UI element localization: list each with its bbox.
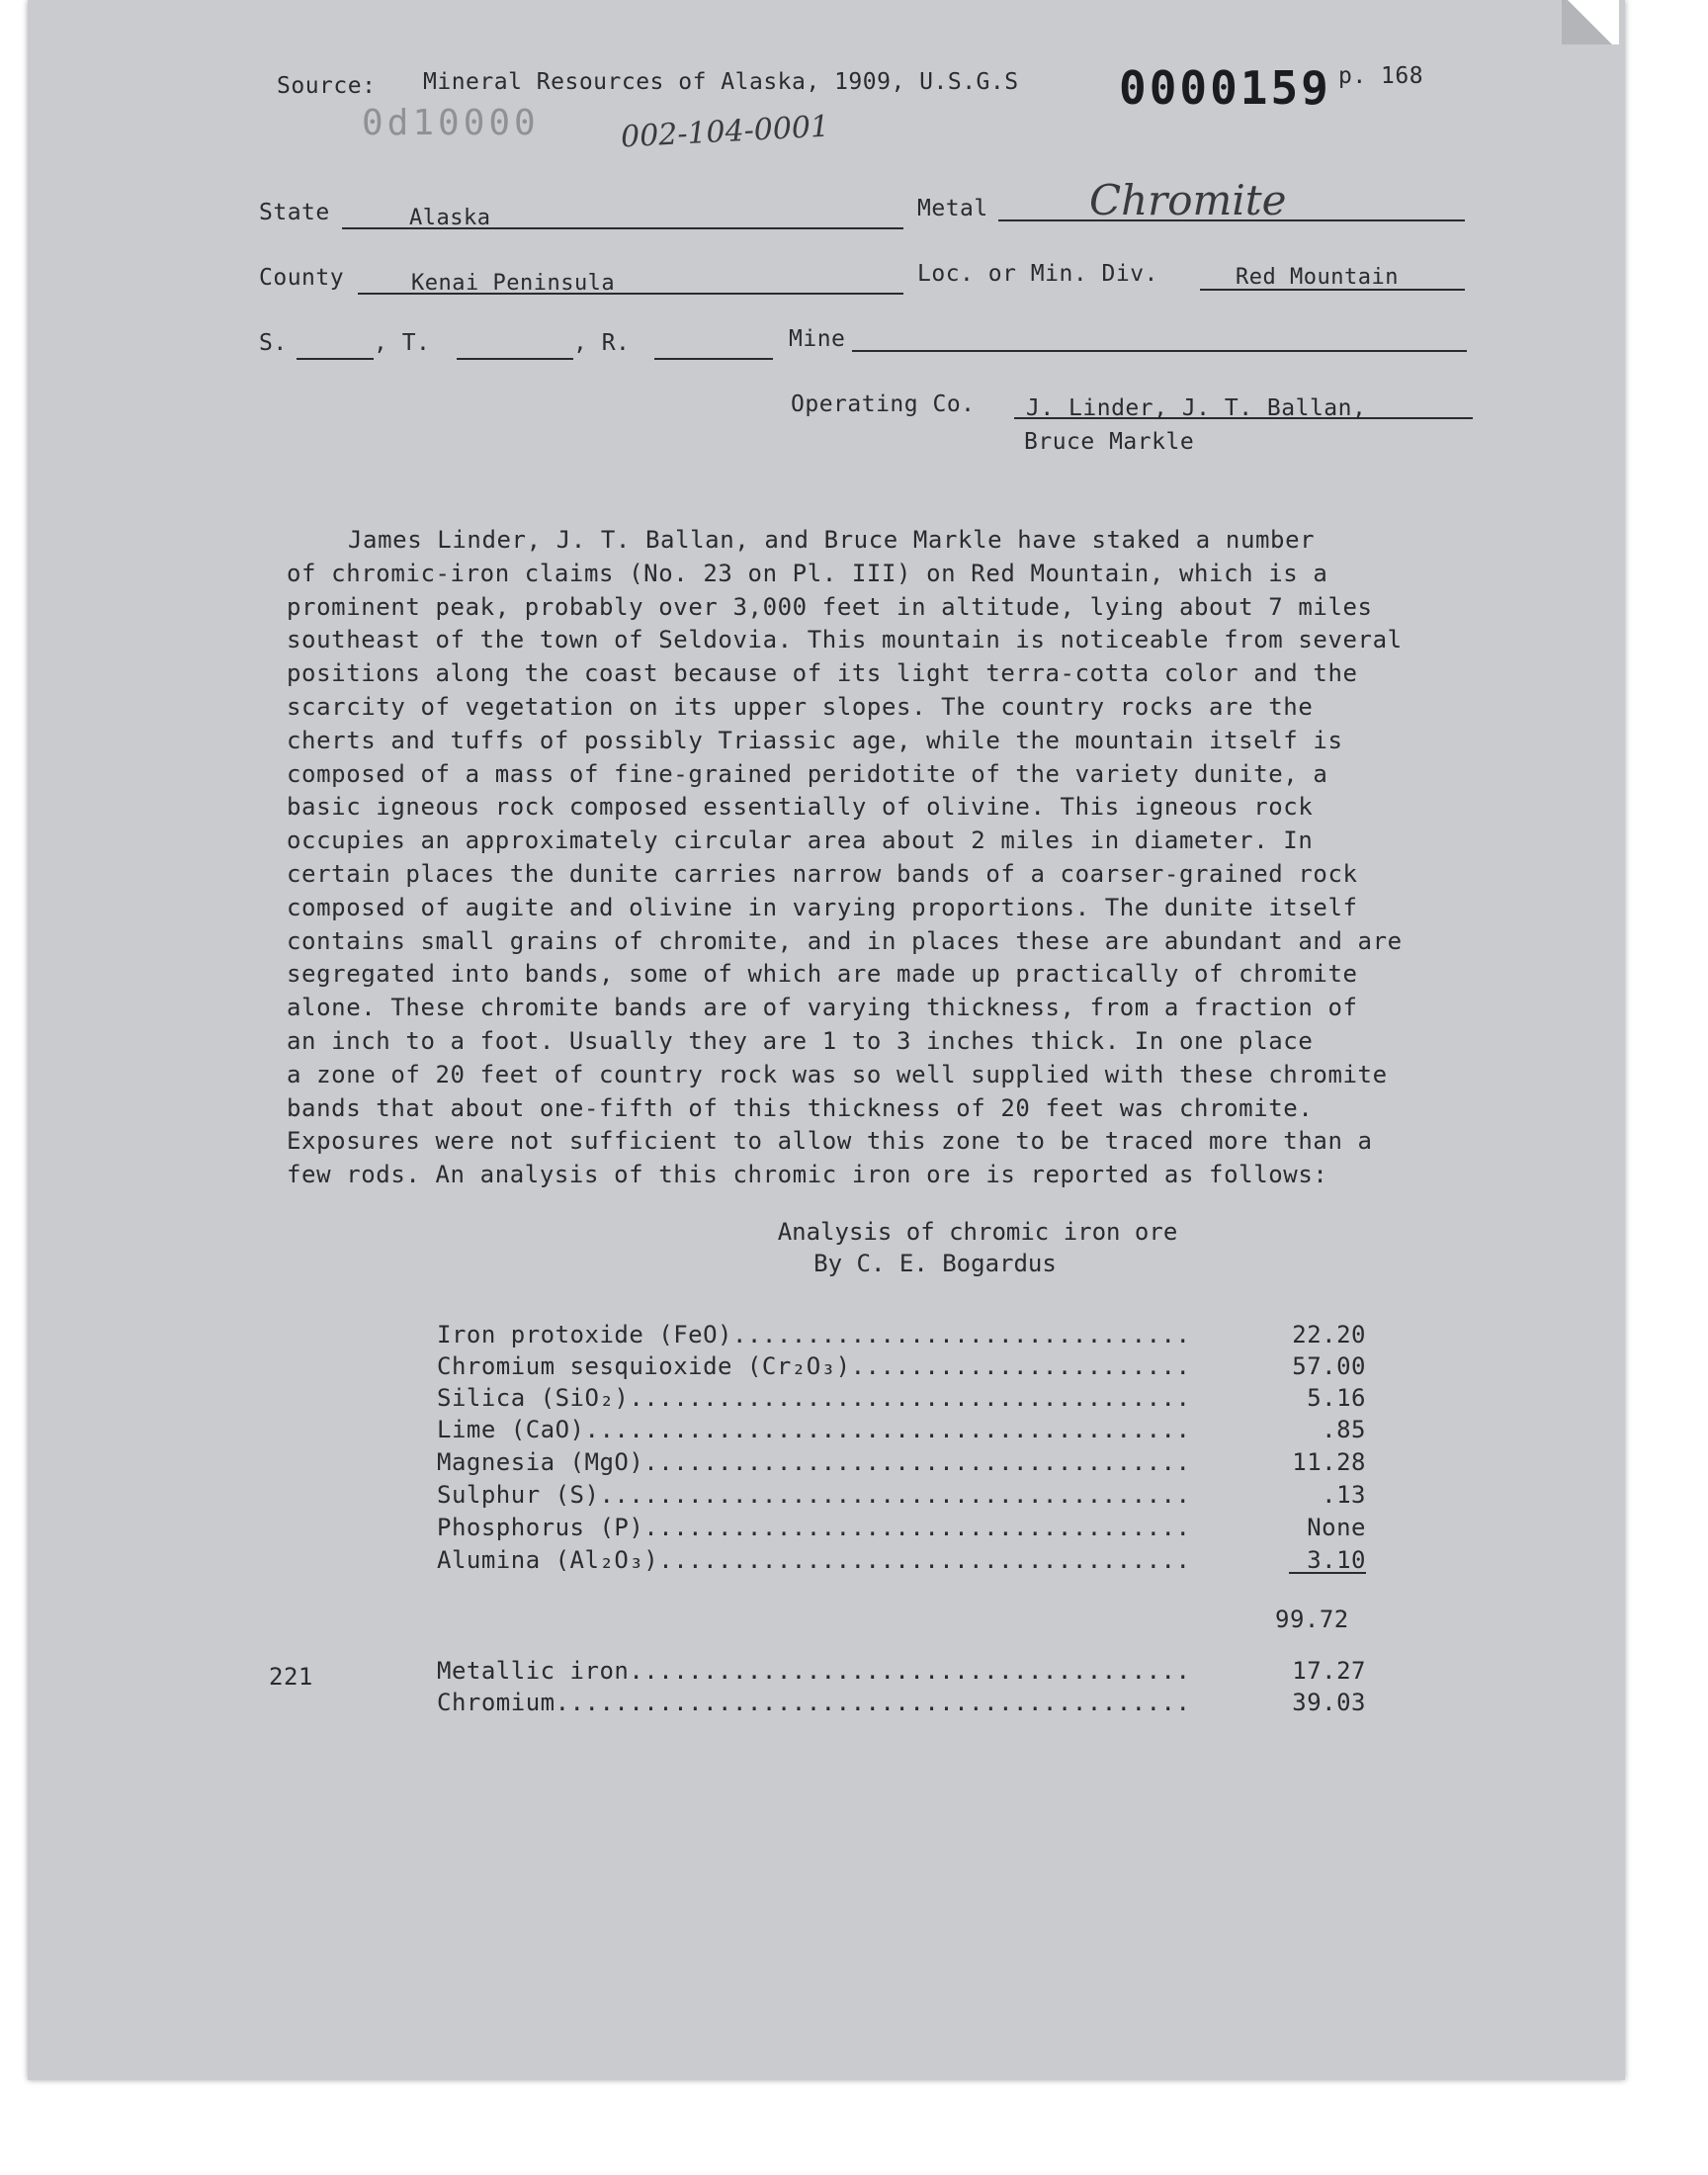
paragraph-line: an inch to a foot. Usually they are 1 to 3 inches thick. In one place: [287, 1026, 1314, 1055]
paragraph-line: segregated into bands, some of which are made up practically of chromite: [287, 960, 1358, 989]
loc-label: Loc. or Min. Div.: [917, 261, 1158, 287]
source-page: p. 168: [1338, 63, 1424, 89]
paragraph-line: prominent peak, probably over 3,000 feet in altitude, lying about 7 miles: [287, 592, 1373, 621]
range-label: , R.: [573, 330, 631, 356]
section-label: S.: [259, 330, 288, 356]
analysis-row-name: Sulphur (S)........................................: [437, 1481, 1191, 1509]
analysis-row-value: 5.16: [1307, 1384, 1366, 1412]
paragraph-line: certain places the dunite carries narrow bands of a coarser-grained rock: [287, 859, 1358, 888]
analysis-row-value: .13: [1322, 1481, 1366, 1509]
analysis-row-name: Iron protoxide (FeO)...............................: [437, 1321, 1191, 1348]
analysis-extra-row-value: 39.03: [1292, 1689, 1366, 1716]
metal-value: Chromite: [1089, 176, 1287, 224]
operating-label: Operating Co.: [791, 392, 976, 417]
analysis-row: [437, 1514, 1366, 1545]
analysis-row: [437, 1352, 1366, 1384]
analysis-row: [437, 1321, 1366, 1352]
operating-value-1: J. Linder, J. T. Ballan,: [1026, 395, 1367, 421]
paragraph-line: positions along the coast because of its light terra-cotta color and the: [287, 659, 1358, 688]
stamp-number: 0000159: [1119, 61, 1331, 115]
analysis-author: By C. E. Bogardus: [813, 1250, 1057, 1277]
mine-line: [852, 350, 1467, 352]
analysis-row-name: Chromium sesquioxide (Cr₂O₃).......................: [437, 1352, 1191, 1380]
range-line: [654, 358, 773, 360]
description-paragraph: [287, 524, 1552, 1192]
analysis-row: [437, 1416, 1366, 1447]
analysis-row-value: 11.28: [1292, 1448, 1366, 1476]
paragraph-line: scarcity of vegetation on its upper slopes. The country rocks are the: [287, 692, 1314, 721]
analysis-extra-row: [437, 1689, 1366, 1720]
loc-value: Red Mountain: [1236, 265, 1399, 290]
paragraph-line: basic igneous rock composed essentially of olivine. This igneous rock: [287, 793, 1314, 822]
mine-label: Mine: [789, 326, 846, 352]
analysis-extra-row-name: Metallic iron......................................: [437, 1657, 1191, 1685]
analysis-row: [437, 1384, 1366, 1416]
page-number: 221: [269, 1663, 313, 1691]
county-label: County: [259, 265, 345, 291]
paragraph-line: composed of a mass of fine-grained peridotite of the variety dunite, a: [287, 759, 1328, 788]
paragraph-line: alone. These chromite bands are of varying thickness, from a fraction of: [287, 994, 1358, 1022]
analysis-row-name: Alumina (Al₂O₃)....................................: [437, 1546, 1191, 1574]
analysis-extra-row-name: Chromium...........................................: [437, 1689, 1191, 1716]
paragraph-line: a zone of 20 feet of country rock was so well supplied with these chromite: [287, 1060, 1388, 1088]
paragraph-line: few rods. An analysis of this chromic iron ore is reported as follows:: [287, 1161, 1328, 1189]
analysis-row-value: 57.00: [1292, 1352, 1366, 1380]
county-value: Kenai Peninsula: [411, 271, 616, 296]
paragraph-line: contains small grains of chromite, and in places these are abundant and are: [287, 926, 1403, 955]
analysis-row-value: 3.10: [1307, 1546, 1366, 1574]
operating-value-2: Bruce Markle: [1024, 429, 1195, 455]
handwritten-file-number: 002-104-0001: [620, 109, 830, 155]
paragraph-line: of chromic-iron claims (No. 23 on Pl. III) on Red Mountain, which is a: [287, 559, 1328, 587]
source-label: Source:: [277, 73, 377, 99]
source-text: Mineral Resources of Alaska, 1909, U.S.G.S: [423, 69, 1019, 95]
analysis-row-name: Phosphorus (P).....................................: [437, 1514, 1191, 1541]
state-label: State: [259, 200, 330, 225]
state-value: Alaska: [409, 206, 491, 230]
metal-label: Metal: [917, 196, 988, 221]
paragraph-line: composed of augite and olivine in varying proportions. The dunite itself: [287, 893, 1358, 921]
township-line: [457, 358, 573, 360]
analysis-row-value: None: [1307, 1514, 1366, 1541]
analysis-title: Analysis of chromic iron ore: [777, 1218, 1178, 1246]
analysis-row: [437, 1546, 1366, 1578]
analysis-extra-row-value: 17.27: [1292, 1657, 1366, 1685]
paragraph-line: bands that about one-fifth of this thickness of 20 feet was chromite.: [287, 1093, 1314, 1122]
paragraph-line: cherts and tuffs of possibly Triassic age, while the mountain itself is: [287, 726, 1343, 754]
paragraph-line: Exposures were not sufficient to allow this zone to be traced more than a: [287, 1127, 1373, 1156]
analysis-row-value: 22.20: [1292, 1321, 1366, 1348]
analysis-row-name: Silica (SiO₂)......................................: [437, 1384, 1191, 1412]
analysis-row: [437, 1448, 1366, 1480]
analysis-row-name: Magnesia (MgO).....................................: [437, 1448, 1191, 1476]
analysis-extra-row: [437, 1657, 1366, 1689]
stamp-faded: 0d10000: [362, 103, 540, 143]
total-rule: [1289, 1572, 1366, 1574]
paragraph-line: southeast of the town of Seldovia. This mountain is noticeable from several: [287, 626, 1403, 654]
analysis-row-value: .85: [1322, 1416, 1366, 1443]
paragraph-line: James Linder, J. T. Ballan, and Bruce Markle have staked a number: [348, 526, 1316, 554]
page-corner-fold: [1562, 0, 1619, 44]
analysis-total: 99.72: [1275, 1606, 1349, 1633]
township-label: , T.: [374, 330, 431, 356]
analysis-row-name: Lime (CaO).........................................: [437, 1416, 1191, 1443]
section-line: [297, 358, 374, 360]
paragraph-line: occupies an approximately circular area about 2 miles in diameter. In: [287, 826, 1314, 855]
analysis-row: [437, 1481, 1366, 1513]
